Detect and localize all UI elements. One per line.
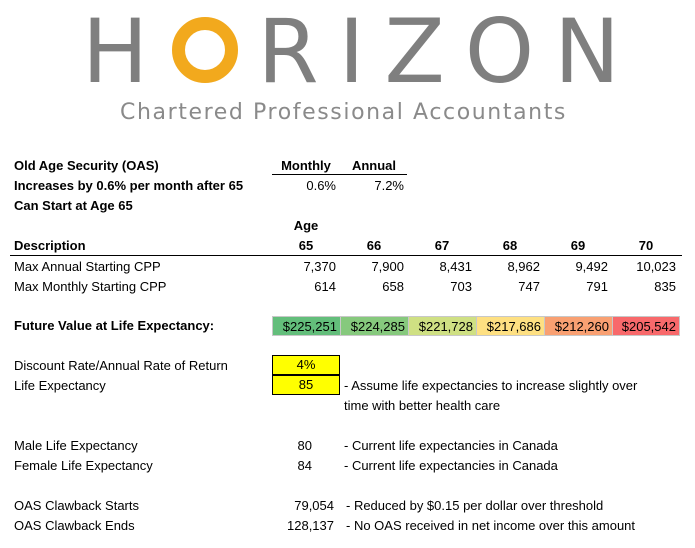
age-69: 69: [570, 238, 586, 253]
table-cell: 791: [586, 279, 608, 294]
male-life-note: - Current life expectancies in Canada: [344, 438, 558, 453]
clawback-start-value: 79,054: [294, 498, 334, 513]
future-value-label: Future Value at Life Expectancy:: [14, 318, 215, 333]
oas-title: Old Age Security (OAS): [14, 158, 159, 173]
discount-rate-input[interactable]: 4%: [272, 355, 340, 375]
male-life-label: Male Life Expectancy: [14, 438, 138, 453]
table-cell: 8,431: [439, 259, 472, 274]
future-value-cell[interactable]: $217,686: [476, 316, 545, 336]
life-expectancy-label: Life Expectancy: [14, 378, 106, 393]
female-life-note: - Current life expectancies in Canada: [344, 458, 558, 473]
clawback-end-label: OAS Clawback Ends: [14, 518, 135, 533]
description-header: Description: [14, 238, 86, 253]
age-67: 67: [434, 238, 450, 253]
life-expectancy-note-2: time with better health care: [344, 398, 501, 413]
table-cell: 835: [654, 279, 676, 294]
future-value-cell[interactable]: $221,728: [408, 316, 477, 336]
table-cell: 7,900: [371, 259, 404, 274]
table-header-underline: [10, 255, 682, 256]
logo-wordmark: H RIZON: [82, 0, 640, 103]
future-value-cell[interactable]: $212,260: [544, 316, 613, 336]
oas-increase-monthly: 0.6%: [306, 178, 336, 193]
table-cell: 10,023: [636, 259, 676, 274]
table-cell: 747: [518, 279, 540, 294]
table-cell: 614: [314, 279, 336, 294]
monthly-header: Monthly: [281, 158, 331, 173]
discount-rate-label: Discount Rate/Annual Rate of Return: [14, 358, 228, 373]
oas-increase-annual: 7.2%: [374, 178, 404, 193]
female-life-value: 84: [297, 458, 312, 473]
table-cell: 658: [382, 279, 404, 294]
age-66: 66: [366, 238, 382, 253]
row-annual-cpp-label: Max Annual Starting CPP: [14, 259, 161, 274]
table-cell: 9,492: [575, 259, 608, 274]
age-header: Age: [293, 218, 319, 233]
table-cell: 703: [450, 279, 472, 294]
clawback-end-note: - No OAS received in net income over this amount: [346, 518, 636, 533]
age-68: 68: [502, 238, 518, 253]
future-value-cell[interactable]: $205,542: [612, 316, 680, 336]
table-cell: 7,370: [303, 259, 336, 274]
oas-increase-label: Increases by 0.6% per month after 65: [14, 178, 244, 193]
future-value-cell[interactable]: $224,285: [340, 316, 409, 336]
life-expectancy-input[interactable]: 85: [272, 375, 340, 395]
clawback-start-note: - Reduced by $0.15 per dollar over threshold: [346, 498, 604, 513]
male-life-value: 80: [297, 438, 312, 453]
header-underline: [272, 174, 407, 175]
oas-start-label: Can Start at Age 65: [14, 198, 133, 213]
table-cell: 8,962: [507, 259, 540, 274]
annual-header: Annual: [351, 158, 397, 173]
clawback-end-value: 128,137: [287, 518, 334, 533]
clawback-start-label: OAS Clawback Starts: [14, 498, 139, 513]
age-70: 70: [638, 238, 654, 253]
future-value-cell[interactable]: $225,251: [272, 316, 341, 336]
age-65: 65: [298, 238, 314, 253]
logo-tagline: Chartered Professional Accountants: [120, 100, 567, 125]
life-expectancy-note: - Assume life expectancies to increase slightly over: [344, 378, 638, 393]
row-monthly-cpp-label: Max Monthly Starting CPP: [14, 279, 167, 294]
horizon-logo: [0, 0, 695, 130]
female-life-label: Female Life Expectancy: [14, 458, 153, 473]
